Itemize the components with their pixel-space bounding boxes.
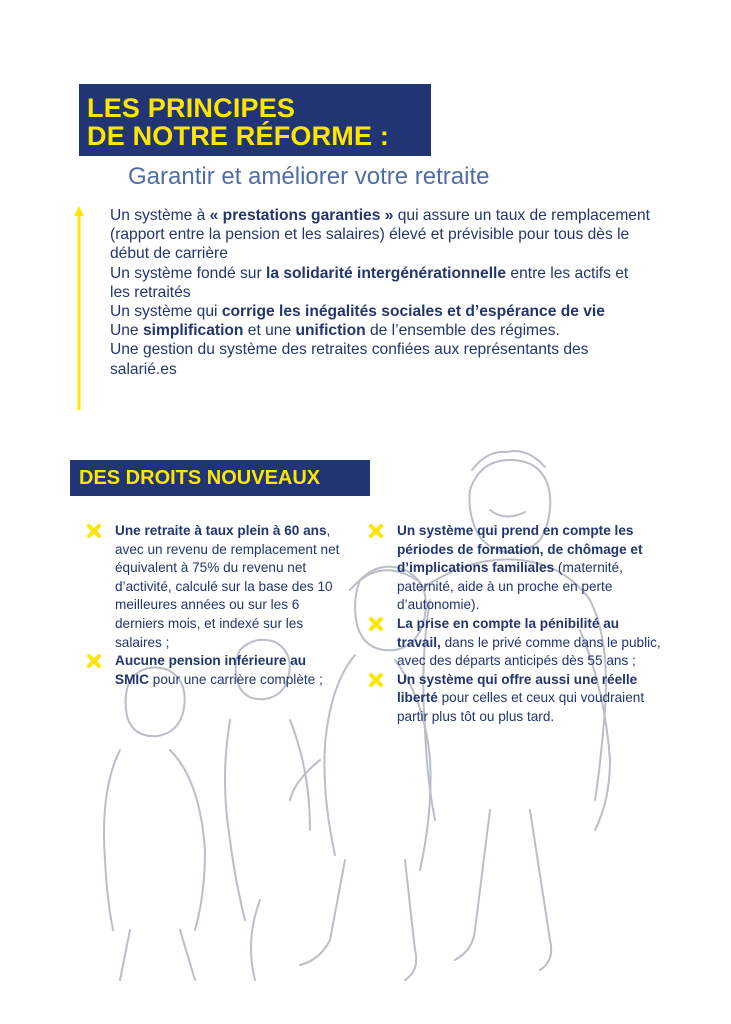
right-item: Aucune pension inférieure au SMIC pour une carrière complète ; xyxy=(80,652,340,689)
right-item: Un système qui prend en compte les périodes de formation, de chômage et d’implications familiales (maternité, paternité, aide à un proche en perte d’autonomie). xyxy=(362,522,662,615)
subtitle: Garantir et améliorer votre retraite xyxy=(128,163,490,190)
main-title-banner xyxy=(79,84,431,156)
yellow-cross-icon xyxy=(86,653,102,669)
principle-item: Un système à « prestations garanties » qui assure un taux de remplacement (rapport entre la pension et les salaires) élevé et prévisible pour tous dès le début de carrière xyxy=(110,207,650,263)
section-banner-new-rights xyxy=(70,460,370,496)
up-arrow-icon xyxy=(74,206,84,410)
principle-item: Un système fondé sur la solidarité intergénérationnelle entre les actifs et les retraités xyxy=(110,264,629,301)
principles-list xyxy=(110,206,650,379)
yellow-cross-icon xyxy=(86,523,102,539)
right-item: Une retraite à taux plein à 60 ans, avec un revenu de remplacement net équivalent à 75% du revenu net d’activité, calculé sur la base des 10 meilleures années ou sur les 6 derniers mois, et indexé sur les salaires ; xyxy=(80,522,340,652)
yellow-cross-icon xyxy=(368,672,384,688)
yellow-cross-icon xyxy=(368,523,384,539)
rights-right-column xyxy=(362,522,662,727)
right-item: La prise en compte la pénibilité au travail, dans le privé comme dans le public, avec des départs anticipés dès 55 ans ; xyxy=(362,615,662,671)
rights-left-column xyxy=(80,522,340,689)
main-title-line-1: LES PRINCIPES xyxy=(87,93,296,123)
principle-item: Une gestion du système des retraites confiées aux représentants des salarié.es xyxy=(110,341,589,378)
right-item: Un système qui offre aussi une réelle liberté pour celles et ceux qui voudraient partir plus tôt ou plus tard. xyxy=(362,671,662,727)
main-title-line-2: DE NOTRE RÉFORME : xyxy=(87,121,390,151)
section-title: DES DROITS NOUVEAUX xyxy=(79,467,321,489)
principle-item: Un système qui corrige les inégalités sociales et d’espérance de vie xyxy=(110,303,605,321)
principle-item: Une simplification et une unifiction de l’ensemble des régimes. xyxy=(110,322,560,340)
yellow-cross-icon xyxy=(368,616,384,632)
